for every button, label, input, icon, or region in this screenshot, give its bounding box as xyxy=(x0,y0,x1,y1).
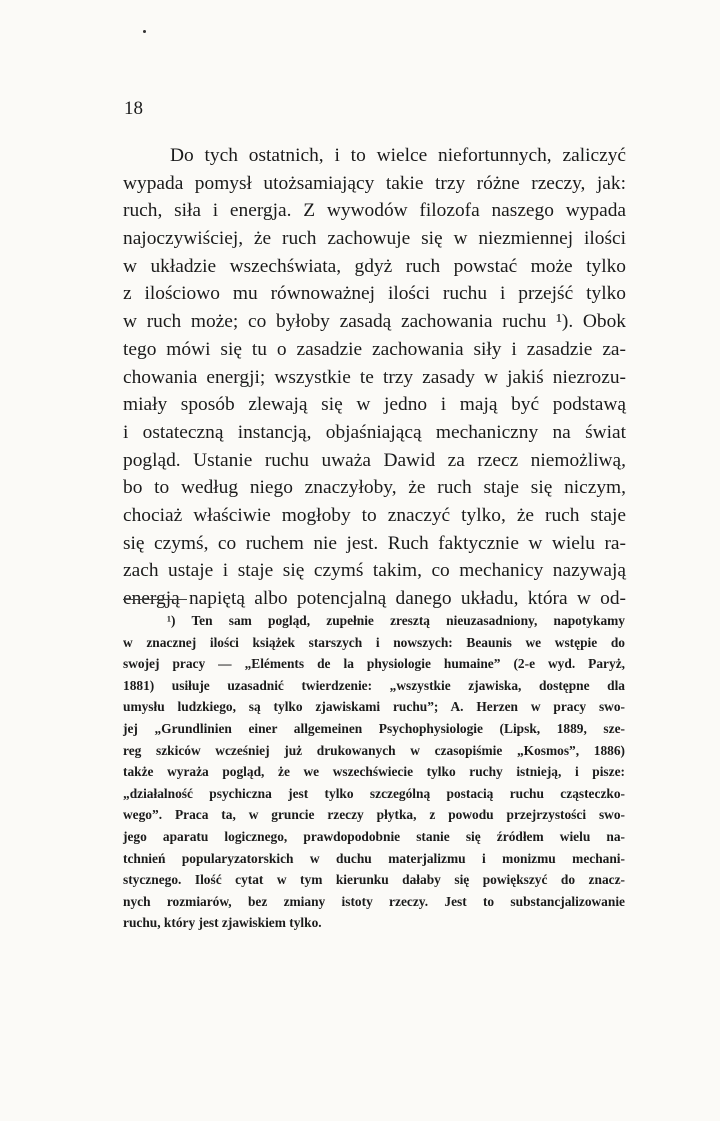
text-line: i ostateczną instancją, objaśniającą mechaniczny na świat xyxy=(123,421,626,443)
ink-speck xyxy=(143,30,146,33)
text-line: Do tych ostatnich, i to wielce niefortunnych, zaliczyć xyxy=(170,145,626,166)
text-line: z ilościowo mu równoważnej ilości ruchu i przejść tylko xyxy=(123,283,626,305)
text-line: zach ustaje i staje się czymś takim, co mechanicy nazywają xyxy=(123,560,626,582)
text-line: energją napiętą albo potencjalną danego układu, która w od- xyxy=(123,588,626,609)
footnote-line: jego aparatu logicznego, prawdopodobnie stanie się źródłem wielu na- xyxy=(123,828,625,844)
footnote-line: w znacznej ilości książek starszych i nowszych: Beaunis we wstępie do xyxy=(123,634,625,650)
footnote-line: umysłu ludzkiego, są tylko zjawiskami ruchu”; A. Herzen w pracy swo- xyxy=(123,699,625,715)
text-line: ruch, siła i energja. Z wywodów filozofa naszego wypada xyxy=(123,200,626,222)
footnote xyxy=(123,610,625,934)
text-line: chociaż właściwie mogłoby to znaczyć tylko, że ruch staje xyxy=(123,504,626,526)
footnote-line: reg szkiców wcześniej już drukowanych w czasopiśmie „Kosmos”, 1886) xyxy=(123,742,625,758)
footnote-line: 1881) usiłuje uzasadnić twierdzenie: „wszystkie zjawiska, dostępne dla xyxy=(123,677,625,693)
text-line: chowania energji; wszystkie te trzy zasady w jakiś niezrozu- xyxy=(123,366,626,388)
footnote-line: także wyraża pogląd, że we wszechświecie tylko ruchy istnieją, i pisze: xyxy=(123,764,625,780)
page-number: 18 xyxy=(124,98,143,119)
footnote-line: ¹) Ten sam pogląd, zupełnie zresztą nieuzasadniony, napotykamy xyxy=(167,613,625,628)
footnote-line: „działalność psychiczna jest tylko szczególną postacią ruchu cząsteczko- xyxy=(123,785,625,801)
text-line: najoczywiściej, że ruch zachowuje się w niezmiennej ilości xyxy=(123,228,626,250)
text-line: tego mówi się tu o zasadzie zachowania siły i zasadzie za- xyxy=(123,338,626,360)
text-line: się czymś, co ruchem nie jest. Ruch faktycznie w wielu ra- xyxy=(123,532,626,554)
footnote-line: wego”. Praca ta, w gruncie rzeczy płytka, z powodu przejrzystości swo- xyxy=(123,807,625,823)
footnote-line: ruchu, który jest zjawiskiem tylko. xyxy=(123,915,322,931)
footnote-separator xyxy=(123,599,187,600)
text-line: bo to według niego znaczyłoby, że ruch staje się niczym, xyxy=(123,477,626,499)
text-line: pogląd. Ustanie ruchu uważa Dawid za rzecz niemożliwą, xyxy=(123,449,626,471)
text-line: w układzie wszechświata, gdyż ruch powstać może tylko xyxy=(123,255,626,277)
footnote-line: swojej pracy — „Eléments de la physiologie humaine” (2-e wyd. Paryż, xyxy=(123,656,625,672)
text-line: w ruch może; co byłoby zasadą zachowania ruchu ¹). Obok xyxy=(123,311,626,333)
footnote-line: jej „Grundlinien einer allgemeinen Psychophysiologie (Lipsk, 1889, sze- xyxy=(123,720,625,736)
footnote-line: stycznego. Ilość cytat w tym kierunku dałaby się powiększyć do znacz- xyxy=(123,872,625,888)
text-line: wypada pomysł utożsamiający takie trzy różne rzeczy, jak: xyxy=(123,172,626,194)
text-line: miały sposób zlewają się w jedno i mają być podstawą xyxy=(123,394,626,416)
footnote-line: tchnień popularyzatorskich w duchu materjalizmu i monizmu mechani- xyxy=(123,850,625,866)
main-text xyxy=(123,142,626,613)
footnote-line: nych rozmiarów, bez zmiany istoty rzeczy. Jest to substancjalizowanie xyxy=(123,893,625,909)
